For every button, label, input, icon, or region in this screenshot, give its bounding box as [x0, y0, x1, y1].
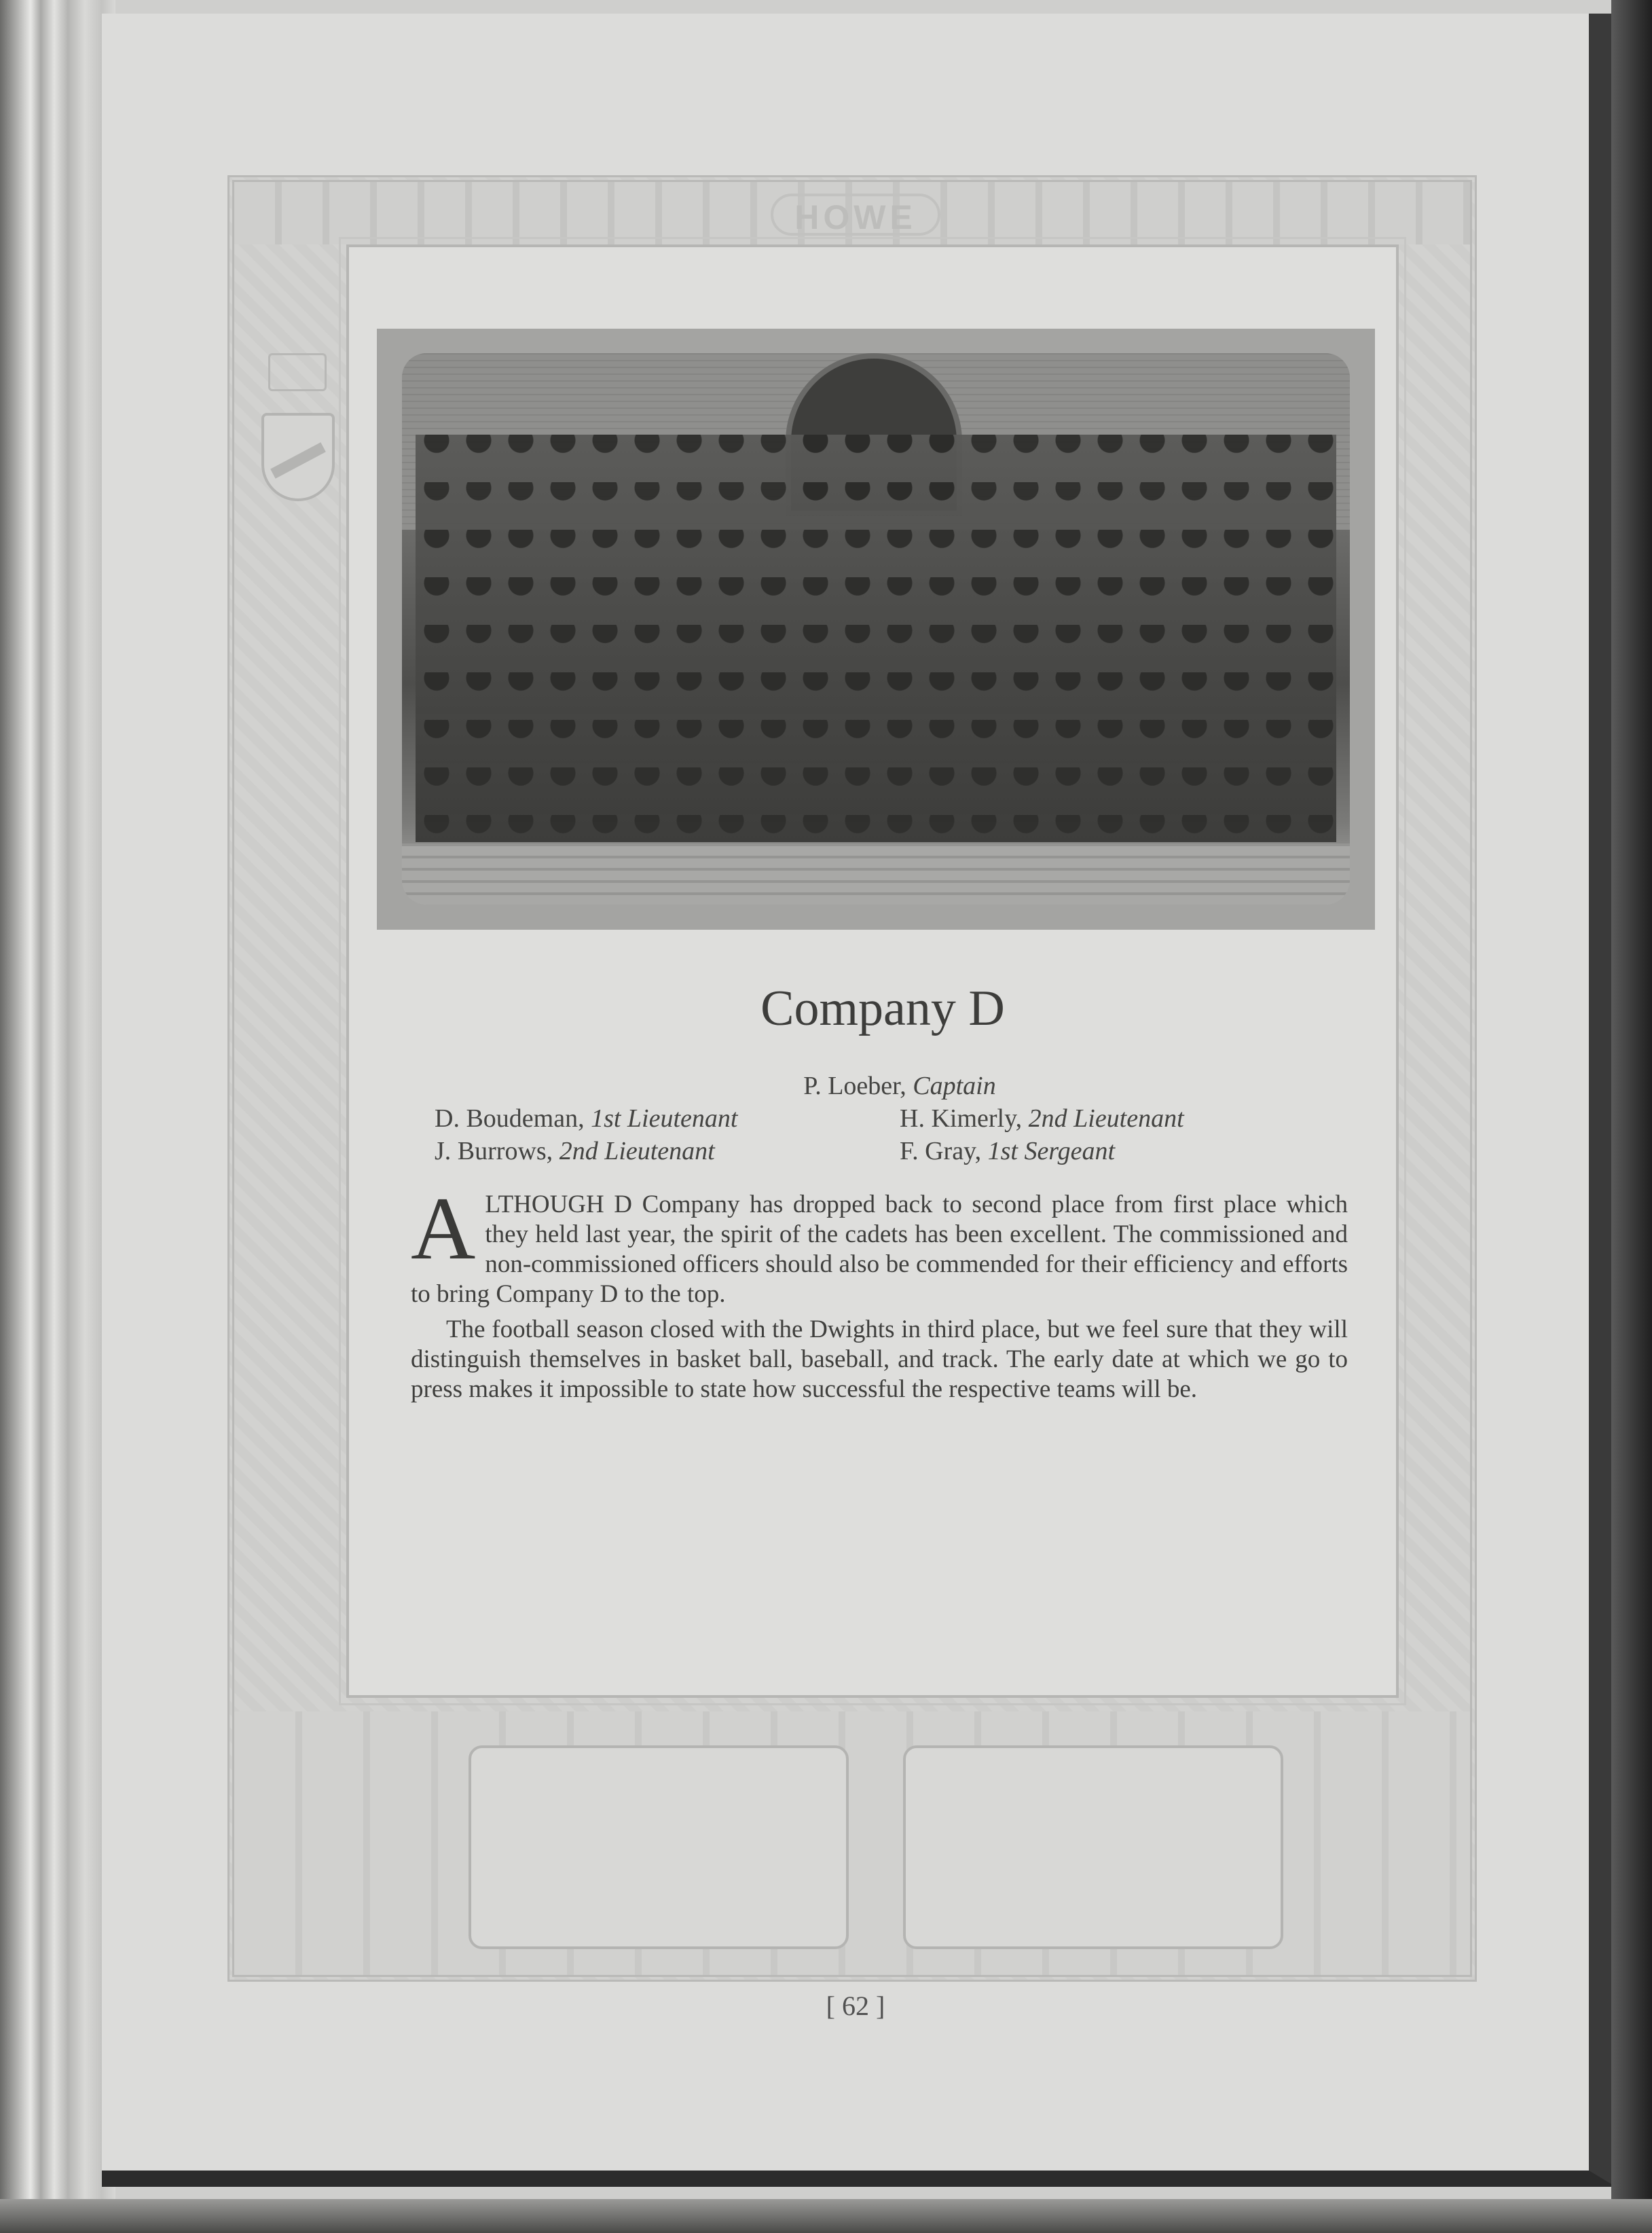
- officer-name: D. Boudeman,: [435, 1104, 585, 1133]
- border-header-word: HOWE: [771, 194, 940, 236]
- paragraph-1: [411, 1178, 1348, 1309]
- captain-line: [462, 1070, 1338, 1102]
- bottom-scroll-building-illustration: [903, 1745, 1283, 1949]
- officer-rank: 1st Sergeant: [987, 1137, 1116, 1165]
- officer-right-2: [873, 1135, 1338, 1167]
- page-number: [ 62 ]: [826, 1991, 885, 2021]
- officer-left-2: [435, 1135, 873, 1167]
- officer-row: [435, 1135, 1338, 1167]
- officer-right-1: [873, 1102, 1338, 1135]
- page-title: Company D: [760, 981, 1005, 1036]
- officer-name: H. Kimerly,: [900, 1104, 1023, 1133]
- photo-cadets: [416, 435, 1336, 842]
- officer-rank: 2nd Lieutenant: [1028, 1104, 1184, 1133]
- captain-name: P. Loeber,: [803, 1072, 906, 1100]
- officer-rank: 2nd Lieutenant: [559, 1137, 715, 1165]
- officer-list: [435, 1070, 1338, 1167]
- paragraph-1-text: LTHOUGH D Company has dropped back to second place from first place which they held last year, the spirit of the cadets has been excellent. The commissioned and non-commissioned officers should also be commended for their efficiency and efforts to bring Company D to the top.: [411, 1191, 1348, 1308]
- page-shadow-right: [1611, 0, 1652, 2233]
- officer-left-1: [435, 1102, 873, 1135]
- crown-ornament-icon: [268, 353, 327, 391]
- paragraph-2: The football season closed with the Dwights in third place, but we feel sure that they will distinguish themselves in basket ball, baseball, and track. The early date at which we go to press makes it impossible to state how successful the respective teams will be.: [411, 1315, 1348, 1403]
- border-bottom-band: [234, 1711, 1470, 1975]
- photo-steps: [402, 843, 1350, 905]
- page-shadow-bottom: [0, 2199, 1652, 2233]
- drop-cap: A: [411, 1178, 476, 1278]
- shield-crest-icon: [261, 413, 335, 501]
- officer-rank: 1st Lieutenant: [591, 1104, 738, 1133]
- book-edge: [0, 0, 115, 2233]
- company-group-photo: [402, 353, 1350, 905]
- officer-name: F. Gray,: [900, 1137, 982, 1165]
- officer-name: J. Burrows,: [435, 1137, 553, 1165]
- officer-row: [435, 1102, 1338, 1135]
- company-report-text: [411, 1178, 1348, 1410]
- captain-rank: Captain: [913, 1072, 996, 1100]
- bottom-scroll-cannon-illustration: [469, 1745, 849, 1949]
